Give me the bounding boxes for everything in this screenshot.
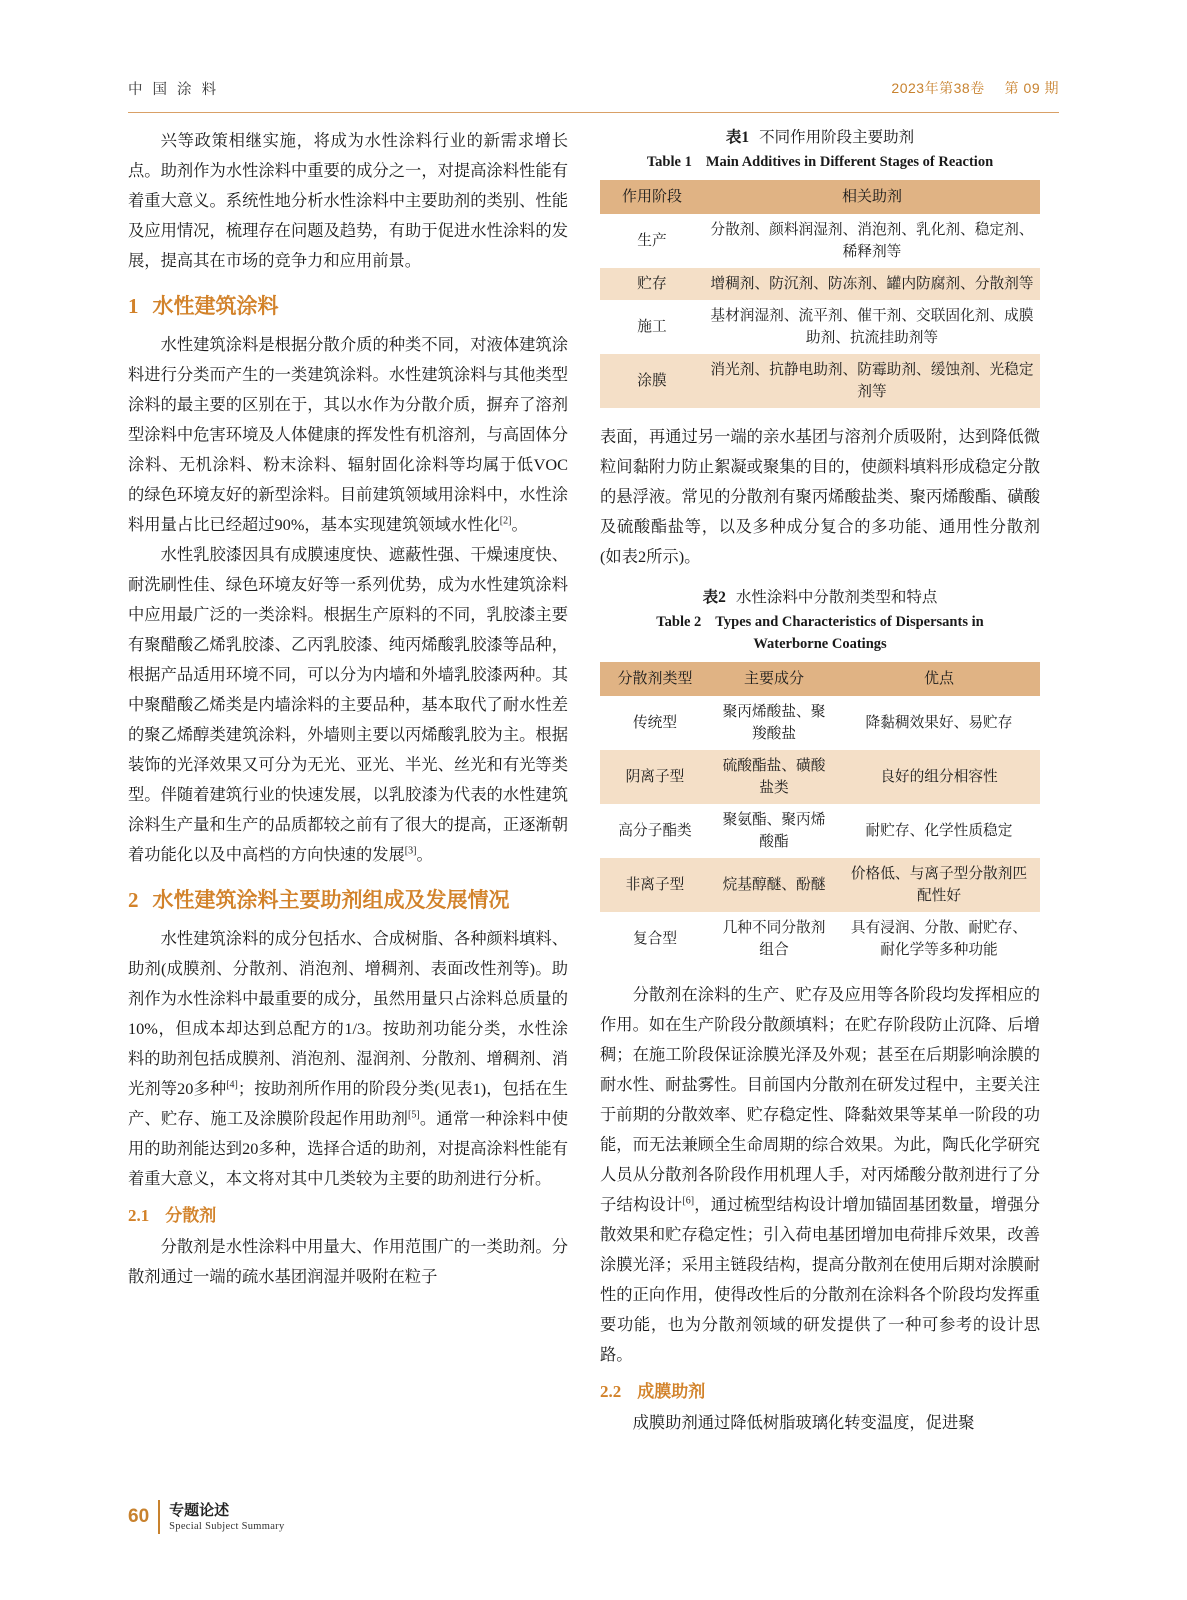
table-row (600, 696, 1040, 750)
table-row (600, 858, 1040, 912)
table-2-label-en: Table 2 (656, 614, 702, 630)
table-2-caption-cn (600, 586, 1040, 610)
table-cell-stage: 贮存 (600, 268, 704, 300)
section-2-1-paragraph-1: 分散剂是水性涂料中用量大、作用范围广的一类助剂。分散剂通过一端的疏水基团润湿并吸附在粒子 (128, 1237, 568, 1286)
citation-2: [2] (499, 515, 512, 527)
section-2-2-number: 2.2 (600, 1382, 622, 1401)
table-1-block (600, 126, 1040, 408)
page-footer (128, 1500, 285, 1534)
table-2-label: 表2 (702, 589, 726, 606)
section-1-title: 水性建筑涂料 (152, 294, 279, 318)
table-1-label: 表1 (725, 129, 750, 146)
section-2-1-title: 分散剂 (165, 1206, 217, 1225)
table-cell-stage: 涂膜 (600, 354, 704, 408)
heading-section-2-1 (128, 1202, 568, 1230)
table-row (600, 804, 1040, 858)
table-cell-composition: 聚氨酯、聚丙烯酸酯 (710, 804, 838, 858)
heading-section-2-2 (600, 1378, 1040, 1406)
table-2-caption-en (600, 611, 1040, 655)
footer-label (169, 1502, 284, 1533)
footer-divider (158, 1500, 160, 1534)
table-cell-composition: 硫酸酯盐、磺酸盐类 (710, 750, 838, 804)
table-row (600, 354, 1040, 408)
table-cell-advantage: 良好的组分相容性 (838, 750, 1040, 804)
table-row (600, 750, 1040, 804)
table-row (600, 912, 1040, 966)
section-2-paragraph-1 (128, 924, 568, 1194)
table-1-header-cell: 相关助剂 (704, 180, 1040, 214)
issue-number: 第 09 期 (1004, 80, 1059, 96)
table-cell-additives: 增稠剂、防沉剂、防冻剂、罐内防腐剂、分散剂等 (704, 268, 1040, 300)
table-cell-composition: 聚丙烯酸盐、聚羧酸盐 (710, 696, 838, 750)
section-2-1-number: 2.1 (128, 1206, 150, 1225)
table-2-header-row (600, 662, 1040, 696)
table-cell-stage: 生产 (600, 214, 704, 268)
table-2-header-cell: 主要成分 (710, 662, 838, 696)
page-number: 60 (128, 1506, 150, 1527)
table-row (600, 214, 1040, 268)
intro-paragraph: 兴等政策相继实施，将成为水性涂料行业的新需求增长点。助剂作为水性涂料中重要的成分之一，对提高涂料性能有着重大意义。系统性地分析水性涂料中主要助剂的类别、性能及应用情况，梳理存在问题及趋势，有助于促进水性涂料的发展，提高其在市场的竞争力和应用前景。 (128, 131, 568, 270)
section-2-number: 2 (128, 888, 139, 912)
table-2-title-cn: 水性涂料中分散剂类型和特点 (735, 589, 938, 606)
table-2 (600, 662, 1040, 966)
table-1-title-cn: 不同作用阶段主要助剂 (759, 129, 915, 146)
section-2-2-paragraph-1: 成膜助剂通过降低树脂玻璃化转变温度，促进聚 (632, 1413, 975, 1432)
table-cell-advantage: 降黏稠效果好、易贮存 (838, 696, 1040, 750)
table-1-header-row (600, 180, 1040, 214)
table-1-caption-cn (600, 126, 1040, 150)
heading-section-2 (128, 884, 568, 916)
right-column (600, 126, 1040, 1438)
journal-name: 中 国 涂 料 (128, 82, 220, 98)
mid-paragraph: 表面，再通过另一端的亲水基团与溶剂介质吸附，达到降低微粒间黏附力防止絮凝或聚集的目的，使颜料填料形成稳定分散的悬浮液。常见的分散剂有聚丙烯酸盐类、聚丙烯酸酯、磺酸及硫酸酯盐等，以及多种成分复合的多功能、通用性分散剂(如表2所示)。 (600, 427, 1040, 566)
table-cell-type: 非离子型 (600, 858, 710, 912)
table-cell-additives: 基材润湿剂、流平剂、催干剂、交联固化剂、成膜助剂、抗流挂助剂等 (704, 300, 1040, 354)
table-1 (600, 180, 1040, 408)
section-1-paragraph-2 (128, 540, 568, 870)
table-2-header-cell: 优点 (838, 662, 1040, 696)
table-1-header-cell: 作用阶段 (600, 180, 704, 214)
citation-5: [5] (408, 1109, 420, 1121)
s1p1-end: 。 (511, 515, 528, 534)
s2p1-b: ；按助剂所作用的阶段分类(见表1)，包括在生产、贮存、施工及涂膜阶段起作用助剂 (128, 1079, 568, 1128)
s2p1-c: 。通常一种涂料中使用的助剂能达到20多种，选择合适的助剂，对提高涂料性能有着重大意义，本文将对其中几类较为主要的助剂进行分析。 (128, 1109, 568, 1188)
table-cell-composition: 几种不同分散剂组合 (710, 912, 838, 966)
table-cell-advantage: 价格低、与离子型分散剂匹配性好 (838, 858, 1040, 912)
left-column (128, 126, 568, 1292)
footer-label-cn: 专题论述 (169, 1501, 230, 1519)
issue-info (891, 78, 1059, 98)
table-cell-stage: 施工 (600, 300, 704, 354)
table-2-block (600, 586, 1040, 966)
section-2-title: 水性建筑涂料主要助剂组成及发展情况 (152, 888, 510, 912)
section-1-paragraph-1 (128, 330, 568, 540)
citation-4: [4] (226, 1079, 238, 1091)
citation-6: [6] (682, 1195, 695, 1207)
table-cell-type: 复合型 (600, 912, 710, 966)
table-cell-composition: 烷基醇醚、酚醚 (710, 858, 838, 912)
year-volume: 2023年第38卷 (891, 80, 985, 96)
table-cell-type: 阴离子型 (600, 750, 710, 804)
dispersant-text: 分散剂在涂料的生产、贮存及应用等各阶段均发挥相应的作用。如在生产阶段分散颜填料；在贮存阶段防止沉降、后增稠；在施工阶段保证涂膜光泽及外观；甚至在后期影响涂膜的耐水性、耐盐雾性。目前国内分散剂在研发过程中，主要关注于前期的分散效率、贮存稳定性、降黏效果等某单一阶段的功能，而无法兼顾全生命周期的综合效果。为此，陶氏化学研究人员从分散剂各阶段作用机理人手，对丙烯酸分散剂进行了分子结构设计 (600, 985, 1040, 1214)
table-2-header-cell: 分散剂类型 (600, 662, 710, 696)
dispersant-paragraph (600, 980, 1040, 1370)
table-1-title-en: Main Additives in Different Stages of Reaction (705, 154, 994, 170)
table-row (600, 300, 1040, 354)
table-cell-type: 高分子酯类 (600, 804, 710, 858)
table-cell-type: 传统型 (600, 696, 710, 750)
table-cell-additives: 分散剂、颜料润湿剂、消泡剂、乳化剂、稳定剂、稀释剂等 (704, 214, 1040, 268)
table-1-caption-en (600, 151, 1040, 173)
page-header (128, 78, 1059, 113)
table-row (600, 268, 1040, 300)
table-1-label-en: Table 1 (646, 154, 692, 170)
table-cell-additives: 消光剂、抗静电助剂、防霉助剂、缓蚀剂、光稳定剂等 (704, 354, 1040, 408)
table-cell-advantage: 具有浸润、分散、耐贮存、耐化学等多种功能 (838, 912, 1040, 966)
citation-3: [3] (404, 845, 417, 857)
s1p2-text: 水性乳胶漆因具有成膜速度快、遮蔽性强、干燥速度快、耐洗刷性佳、绿色环境友好等一系列优势，成为水性建筑涂料中应用最广泛的一类涂料。根据生产原料的不同，乳胶漆主要有聚醋酸乙烯乳胶漆、乙丙乳胶漆、纯丙烯酸乳胶漆等品种，根据产品适用环境不同，可以分为内墙和外墙乳胶漆两种。其中聚醋酸乙烯类是内墙涂料的主要品种，基本取代了耐水性差的聚乙烯醇类建筑涂料，外墙则主要以丙烯酸乳胶为主。根据装饰的光泽效果又可分为无光、亚光、半光、丝光和有光等类型。伴随着建筑行业的快速发展，以乳胶漆为代表的水性建筑涂料生产量和生产的品质都较之前有了很大的提高，正逐渐朝着功能化以及中高档的方向快速的发展 (128, 545, 568, 864)
s1p2-end: 。 (416, 845, 433, 864)
s1p1-text: 水性建筑涂料是根据分散介质的种类不同，对液体建筑涂料进行分类而产生的一类建筑涂料。水性建筑涂料与其他类型涂料的最主要的区别在于，其以水作为分散介质，摒弃了溶剂型涂料中危害环境及人体健康的挥发性有机溶剂，与高固体分涂料、无机涂料、粉末涂料、辐射固化涂料等均属于低VOC的绿色环境友好的新型涂料。目前建筑领域用涂料中，水性涂料用量占比已经超过90%，基本实现建筑领域水性化 (128, 335, 568, 534)
section-2-2-title: 成膜助剂 (637, 1382, 706, 1401)
s2p1-a: 水性建筑涂料的成分包括水、合成树脂、各种颜料填料、助剂(成膜剂、分散剂、消泡剂、增稠剂、表面改性剂等)。助剂作为水性涂料中最重要的成分，虽然用量只占涂料总质量的10%，但成本却达到总配方的1/3。按助剂功能分类，水性涂料的助剂包括成膜剂、消泡剂、湿润剂、分散剂、增稠剂、消光剂等20多种 (128, 929, 568, 1098)
dispersant-text-end: ，通过梳型结构设计增加锚固基团数量，增强分散效果和贮存稳定性；引入荷电基团增加电荷排斥效果，改善涂膜光泽；采用主链段结构，提高分散剂在使用后期对涂膜耐性的正向作用，使得改性后的分散剂在涂料各个阶段均发挥重要功能，也为分散剂领域的研发提供了一种可参考的设计思路。 (600, 1195, 1040, 1364)
table-cell-advantage: 耐贮存、化学性质稳定 (838, 804, 1040, 858)
section-1-number: 1 (128, 294, 139, 318)
table-2-title-en-line2: Waterborne Coatings (753, 636, 887, 652)
heading-section-1 (128, 290, 568, 322)
table-2-title-en: Types and Characteristics of Dispersants in (715, 614, 984, 630)
footer-label-en: Special Subject Summary (169, 1520, 285, 1532)
